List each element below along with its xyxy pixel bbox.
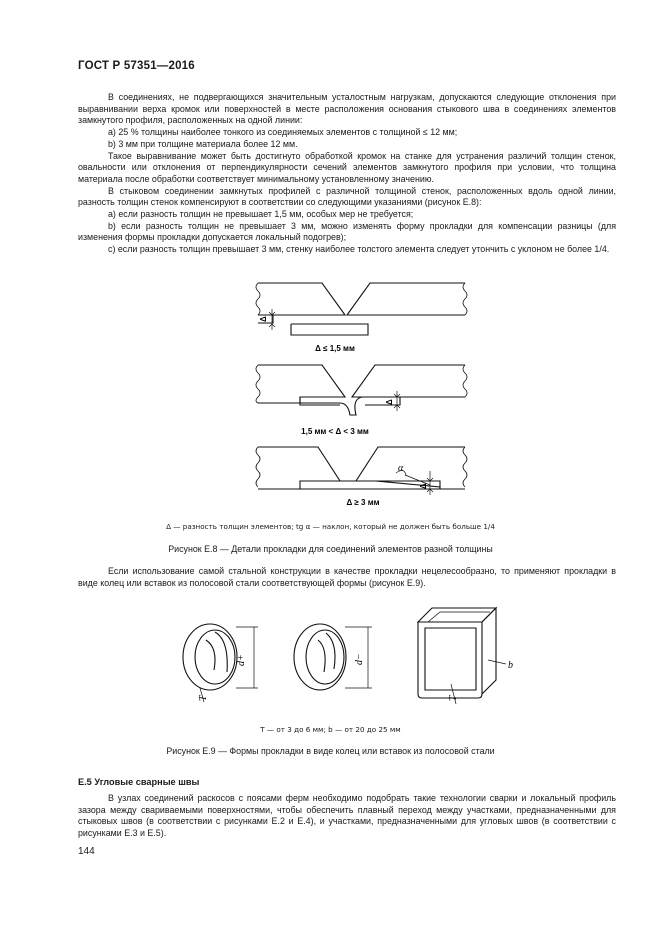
paragraph: В соединениях, не подвергающихся значительным усталостным нагрузкам, допускаются следующие отклонения при выравнивании верха кромок или поверхностей в месте расположения основания стыкового шва в соединениях элементов замкнутого профиля, расположенных на одной линии: <box>78 92 616 126</box>
list-item: c) если разность толщин превышает 3 мм, стенку наиболее толстого элемента следует утончить с уклоном не более 1/4. <box>108 244 610 255</box>
detail-label-3: Δ ≥ 3 мм <box>346 498 380 507</box>
paragraph-block-2 <box>78 566 616 589</box>
detail-label-1: Δ ≤ 1,5 мм <box>315 344 355 353</box>
paragraph: В узлах соединений раскосов с поясами ферм необходимо подобрать такие технологии сварки и локальный профиль зазора между свариваемыми поверхностями, чтобы обеспечить плавный переход между участками, предназначенными для стыковых швов (в соответствии с рисунками Е.2 и Е.4), и участками, предназначенными для угловых швов (в соответствии с рисунками Е.3 и Е.5). <box>78 793 616 839</box>
ring-thickness-label: T <box>198 695 209 701</box>
figure-e9-drawing <box>0 600 661 710</box>
detail-label-2: 1,5 мм < Δ < 3 мм <box>301 427 369 436</box>
figure-e8-legend: Δ — разность толщин элементов; tg α — наклон, который не должен быть больше 1/4 <box>166 522 495 531</box>
delta-mark-3: Δ <box>419 483 428 489</box>
delta-mark-2: Δ <box>385 399 394 405</box>
figure-e8 <box>0 275 661 515</box>
section-heading: Е.5 Угловые сварные швы <box>78 777 200 787</box>
list-item: b) 3 мм при толщине материала более 12 мм. <box>108 138 298 149</box>
paragraph: Если использование самой стальной конструкции в качестве прокладки нецелесообразно, то применяют прокладки в виде колец или вставок из полосовой стали соответствующей формы (рисунок Е.9). <box>78 566 616 588</box>
figure-e8-caption: Рисунок Е.8 — Детали прокладки для соединений элементов разной толщины <box>168 544 493 554</box>
list-item: b) если разность толщин не превышает 3 мм, можно изменять форму прокладки для компенсации разницы (для изменения формы прокладки допускается локальный подогрев); <box>78 220 616 243</box>
alpha-mark: α <box>398 463 404 474</box>
figure-e9-caption: Рисунок Е.9 — Формы прокладки в виде колец или вставок из полосовой стали <box>166 746 495 756</box>
page-number: 144 <box>78 846 95 857</box>
document-header: ГОСТ Р 57351—2016 <box>78 60 195 72</box>
figure-e9 <box>0 600 661 710</box>
ring-diameter-minus-label: d− <box>354 653 365 665</box>
ring-diameter-plus-label: d+ <box>236 654 247 666</box>
list-item: a) если разность толщин не превышает 1,5 мм, особых мер не требуется; <box>108 209 414 220</box>
insert-thickness-label: T <box>448 695 459 701</box>
figure-e9-legend: T — от 3 до 6 мм; b — от 20 до 25 мм <box>260 725 401 734</box>
insert-width-label: b <box>508 660 513 671</box>
figure-e8-drawing <box>0 275 661 515</box>
list-item: a) 25 % толщины наиболее тонкого из соединяемых элементов с толщиной ≤ 12 мм; <box>108 127 458 138</box>
paragraph: В стыковом соединении замкнутых профилей с различной толщиной стенок, расположенных вдоль одной линии, разность толщин стенок компенсируют в соответствии со следующими указаниями (рисунок Е.8): <box>78 185 616 208</box>
paragraph-block-1 <box>78 92 616 256</box>
paragraph: Такое выравнивание может быть достигнуто обработкой кромок на станке для устранения различий толщин стенок, овальности или отклонения от перпендикулярности сечений элементов замкнутого профиля при условии, что толщина материала после обработки соответствует минимальному установленному значению. <box>78 150 616 184</box>
paragraph-block-3 <box>78 793 616 840</box>
delta-mark-1: Δ <box>259 316 268 322</box>
